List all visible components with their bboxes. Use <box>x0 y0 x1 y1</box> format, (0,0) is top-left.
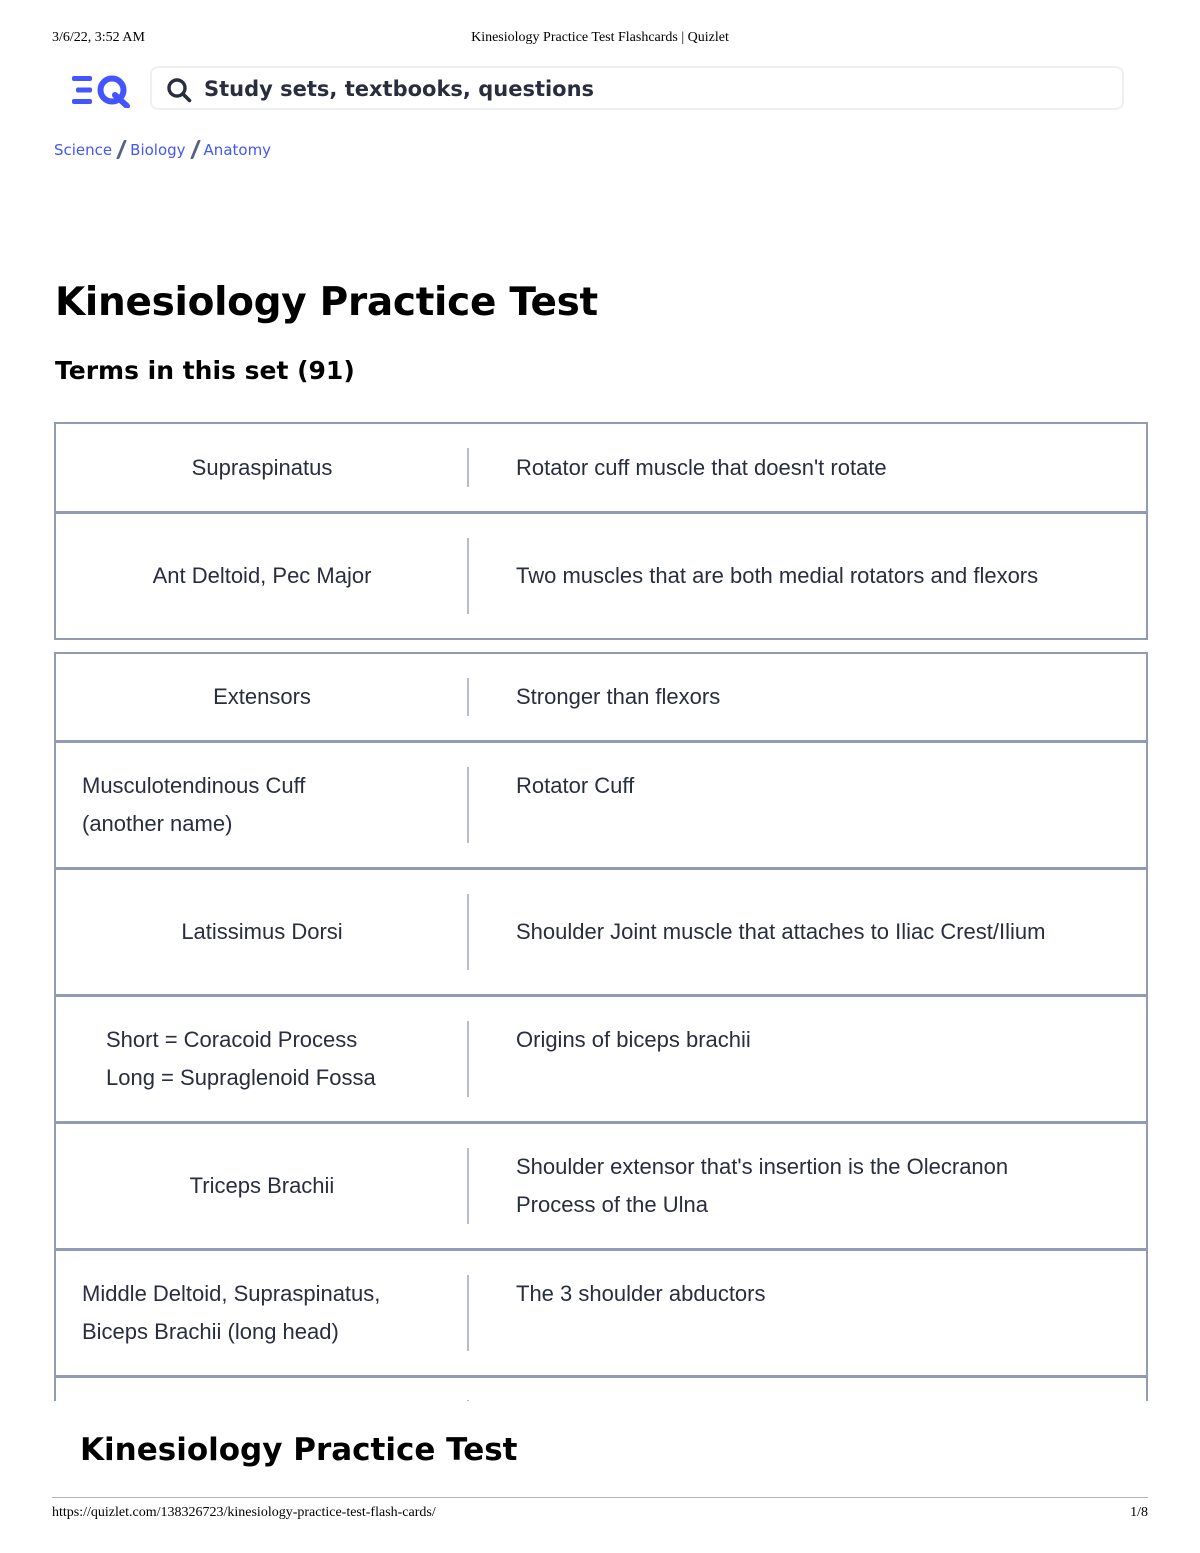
card-term-text: Triceps Brachii <box>189 1173 335 1198</box>
print-date: 3/6/22, 3:52 AM <box>52 30 145 45</box>
card-term-text: Middle Deltoid, Supraspinatus, Biceps Brachii (long head) <box>82 1281 381 1344</box>
card-divider <box>467 1275 469 1351</box>
breadcrumb-separator <box>118 140 124 158</box>
flashcard[interactable] <box>56 1251 1146 1378</box>
card-term <box>56 424 468 511</box>
card-definition: Shoulder extensor that's insertion is the Olecranon Process of the Ulna <box>516 1154 1009 1217</box>
search-input[interactable] <box>204 74 1112 104</box>
print-footer <box>52 1505 1148 1525</box>
flashcard[interactable] <box>56 514 1146 638</box>
card-term <box>56 870 468 994</box>
breadcrumb-separator <box>192 140 198 158</box>
card-definition: Stronger than flexors <box>516 684 721 709</box>
card-group <box>54 422 1148 640</box>
flashcard[interactable] <box>56 743 1146 870</box>
card-definition: Two muscles that are both medial rotators and flexors <box>516 563 1039 588</box>
card-term-text: Ant Deltoid, Pec Major <box>152 563 372 588</box>
card-group <box>54 652 1148 1406</box>
breadcrumb-biology[interactable]: Biology <box>130 141 186 159</box>
card-term-text: Musculotendinous Cuff (another name) <box>82 773 306 836</box>
card-term <box>56 997 468 1121</box>
footer-divider <box>52 1497 1148 1498</box>
card-definition: Shoulder Joint muscle that attaches to Iliac Crest/Ilium <box>516 919 1046 944</box>
print-page-number: 1/8 <box>1130 1505 1148 1520</box>
breadcrumb-anatomy[interactable]: Anatomy <box>203 141 272 159</box>
card-term-text: Extensors <box>213 684 311 709</box>
flashcard[interactable] <box>56 654 1146 743</box>
breadcrumb <box>54 140 271 159</box>
quizlet-logo-icon[interactable] <box>70 72 130 108</box>
card-term <box>56 514 468 638</box>
card-term-text: Latissimus Dorsi <box>181 919 343 944</box>
flashcard[interactable] <box>56 870 1146 997</box>
card-divider <box>467 678 469 716</box>
card-term <box>56 654 468 740</box>
page-title: Kinesiology Practice Test <box>55 280 598 325</box>
card-divider <box>467 448 469 487</box>
footer-set-title: Kinesiology Practice Test <box>80 1432 518 1468</box>
card-term <box>56 1124 468 1248</box>
card-term <box>56 1251 468 1375</box>
terms-count-heading: Terms in this set (91) <box>55 356 355 385</box>
card-definition: Origins of biceps brachii <box>516 1027 751 1052</box>
search-box[interactable] <box>150 66 1124 110</box>
card-definition: Rotator Cuff <box>516 773 635 798</box>
search-icon <box>166 77 192 103</box>
card-term-text: Short = Coracoid Process Long = Supraglenoid Fossa <box>106 1027 376 1090</box>
card-term-text: Supraspinatus <box>191 454 333 480</box>
flashcard[interactable] <box>56 997 1146 1124</box>
card-divider <box>467 1148 469 1224</box>
card-divider <box>467 894 469 970</box>
card-term <box>56 743 468 867</box>
flashcard[interactable] <box>56 424 1146 514</box>
card-definition: Rotator cuff muscle that doesn't rotate <box>516 454 887 480</box>
flashcard[interactable] <box>56 1124 1146 1251</box>
print-header <box>52 30 1148 50</box>
breadcrumb-science[interactable]: Science <box>54 141 113 159</box>
card-definition: The 3 shoulder abductors <box>516 1281 766 1306</box>
top-bar <box>66 66 1124 114</box>
print-url: https://quizlet.com/138326723/kinesiology-practice-test-flash-cards/ <box>52 1505 436 1520</box>
card-divider <box>467 1021 469 1097</box>
print-title: Kinesiology Practice Test Flashcards | Quizlet <box>471 30 729 45</box>
card-divider <box>467 767 469 843</box>
card-divider <box>467 538 469 614</box>
